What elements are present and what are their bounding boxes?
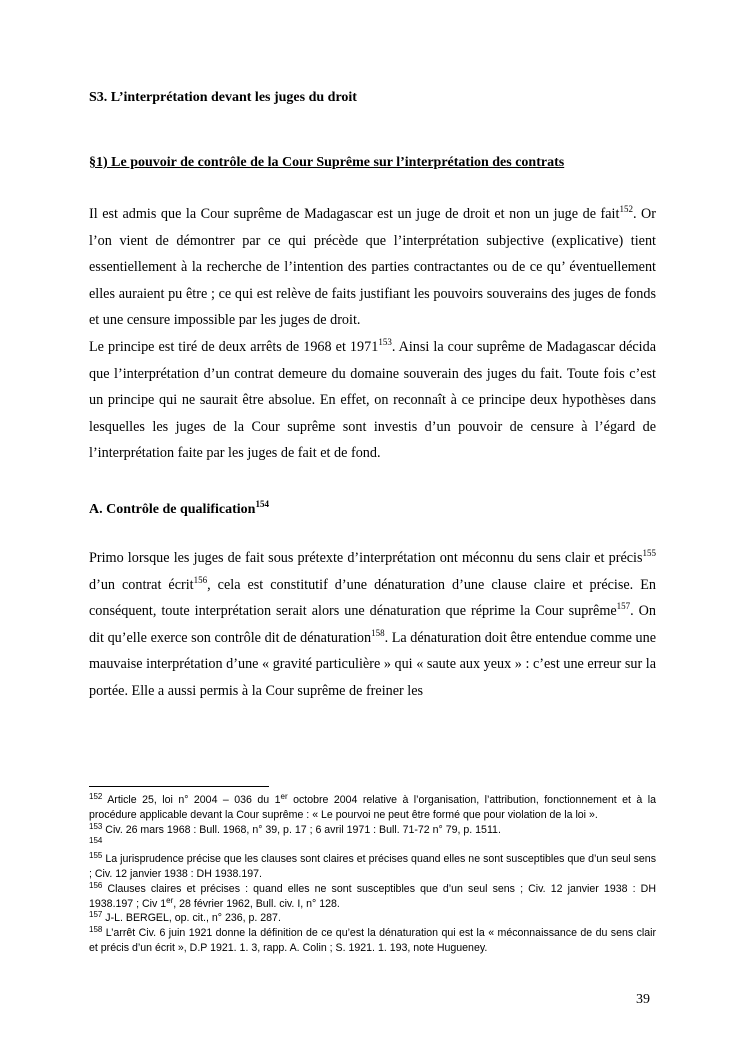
- footnote-separator: [89, 786, 269, 787]
- footnote-152: $^{152}$ Article 25, loi n° 2004 – 036 du 1er octobre 2004 relative à l’organisation, l’attribution, fonctionnement et à la procédure applicable devant la Cour suprême : « Le pourvoi ne peut être formé que pour violation de la loi ».: [89, 792, 656, 821]
- footnote-156: $^{156}$ Clauses claires et précises : quand elles ne sont susceptibles que d’un seul sens ; Civ. 12 janvier 1938 : DH 1938.197 ; Civ 1er, 28 février 1962, Bull. civ. I, n° 128.: [89, 880, 656, 910]
- footnote-158: $^{158}$ L’arrêt Civ. 6 juin 1921 donne la définition de ce qu’est la dénaturation qui est la « méconnaissance de du sens clair et précis d’un écrit », D.P 1921. 1. 3, rapp. A. Colin ; S. 1921. 1. 193, note Hugueney.: [89, 925, 656, 954]
- footnote-ref-154[interactable]: 154: [255, 499, 269, 509]
- footnote-ref-152[interactable]: 152: [619, 204, 633, 214]
- footnote-ref-157[interactable]: 157: [616, 601, 631, 612]
- page-number: 39: [636, 992, 650, 1007]
- footnote-ref-155[interactable]: 155: [642, 548, 656, 558]
- footnotes: [89, 793, 656, 956]
- footnote-153: $^{153}$ Civ. 26 mars 1968 : Bull. 1968, n° 39, p. 17 ; 6 avril 1971 : Bull. 71-72 n° 79, p. 1511.: [89, 821, 501, 836]
- subsection-heading: §1) Le pouvoir de contrôle de la Cour Suprême sur l’interprétation des contrats: [89, 155, 565, 170]
- body-text-block-2: [89, 545, 656, 705]
- footnote-154: 154: [89, 836, 103, 846]
- paragraph-3: Primo lorsque les juges de fait sous prétexte d’interprétation ont méconnu du sens clair et précis$^{155}$ d’un contrat écrit$^{156}$, cela est constitutif d’une dénaturation d’une clause claire et précise. En conséquent, toute interprétation serait alors une dénaturation que réprime la Cour suprême$^{157}$. On dit qu’elle exerce son contrôle dit de dénaturation$^{158}$. La dénaturation doit être entendue comme une mauvaise interprétation d’une « gravité particulière » qui « saute aux yeux » : c’est une erreur sur la portée. Elle a aussi permis à la Cour suprême de freiner les: [89, 548, 657, 699]
- heading-a: A. Contrôle de qualification$^{154}$: [89, 499, 269, 517]
- footnote-ref-153[interactable]: 153: [378, 336, 392, 347]
- paragraph-1: Il est admis que la Cour suprême de Madagascar est un juge de droit et non un juge de fait$^{152}$. Or l’on vient de démontrer par ce qui précède que l’interprétation subjective (explicative) tient essentiellement à la recherche de l’intention des parties contractantes ou de ce qu’ éventuellement elles auraient pu être ; ce qui est relève de faits justifiant les pouvoirs souverains des juges de fonds et une censure impossible par les juges de droit.: [89, 204, 656, 329]
- paragraph-2: Le principe est tiré de deux arrêts de 1968 et 1971$^{153}$. Ainsi la cour suprême de Madagascar décida que l’interprétation d’un contrat demeure du domaine souverain des juges du fait. Toute fois c’est un principe qui ne saurait être absolue. En effet, on reconnaît à ce principe deux hypothèses dans lesquelles les juges de la Cour suprême sont investis d’un pouvoir de censure à l’égard de l’interprétation faite par les juges de fait et de fond.: [89, 336, 657, 462]
- footnote-ref-158[interactable]: 158: [371, 627, 385, 638]
- footnote-ref-156[interactable]: 156: [193, 574, 208, 585]
- footnote-157: $^{157}$ J-L. BERGEL, op. cit., n° 236, p. 287.: [89, 910, 281, 925]
- body-text-block-1: [89, 201, 656, 467]
- section-heading: S3. L’interprétation devant les juges du droit: [89, 90, 357, 105]
- footnote-155: $^{155}$ La jurisprudence précise que les clauses sont claires et précises quand elles ne sont susceptibles que d’un seul sens ; Civ. 12 janvier 1938 : DH 1938.197.: [89, 851, 656, 880]
